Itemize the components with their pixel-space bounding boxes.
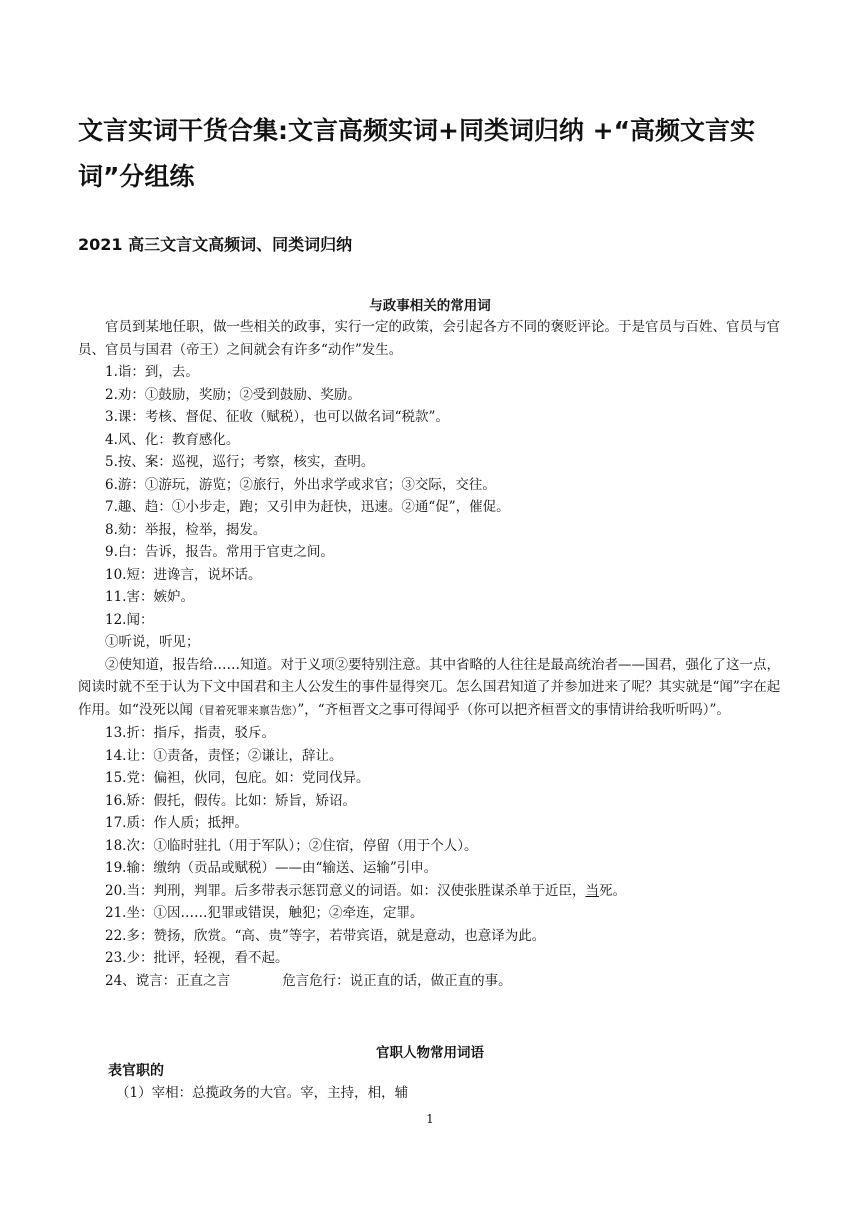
sub-heading: 表官职的 xyxy=(108,1063,164,1079)
list-item: 4.风、化：教育感化。 xyxy=(105,431,240,448)
section-body-politics xyxy=(78,316,784,992)
list-item: 11.害：嫉妒。 xyxy=(105,589,194,605)
list-item-24 xyxy=(78,970,784,993)
list-item: 1.诣：到，去。 xyxy=(105,364,199,380)
intro-paragraph: 官员到某地任职，做一些相关的政事，实行一定的政策，会引起各方不同的褒贬评论。于是官员与百姓、官员与官员、官员与国君（帝王）之间就会有许多“动作”发生。 xyxy=(78,319,780,358)
inline-note: （冒着死罪来禀告您） xyxy=(192,703,298,717)
list-item: 12.闻： xyxy=(105,611,154,628)
section-heading-officials: 官职人物常用词语 xyxy=(376,1045,484,1061)
item-text: 24、谠言：正直之言 xyxy=(105,972,231,989)
page-number: 1 xyxy=(426,1112,434,1126)
list-item: 16.矫：假托，假传。比如：矫旨，矫诏。 xyxy=(105,792,356,809)
item-text: 危言危行：说正直的话，做正直的事。 xyxy=(282,972,512,989)
list-item: 15.党：偏袒，伙同，包庇。如：党同伐异。 xyxy=(105,770,370,786)
document-subtitle: 2021 高三文言文高频词、同类词归纳 xyxy=(78,235,353,254)
section-body-officials xyxy=(78,1082,784,1105)
list-item: （1）宰相：总揽政务的大官。宰，主持，相，辅 xyxy=(116,1085,409,1101)
list-item: 7.趣、趋：①小步走，跑；又引申为赶快，迅速。②通“促”，催促。 xyxy=(105,499,510,515)
paragraph-text: ②使知道，报告给……知道。对于义项②要特别注意。其中省略的人往往是最高统治者——国君，强化了这一点，阅读时就不至于认为下文中国君和主人公发生的事件显得突兀。怎么国君知道了并参加进来了呢？其实就是“闻”字在起作用。如“没死以闻 xyxy=(78,656,781,718)
list-item: 13.折：指斥，指责，驳斥。 xyxy=(105,725,275,741)
list-item-20 xyxy=(78,880,784,903)
list-item: 5.按、案：巡视，巡行；考察，核实，查明。 xyxy=(105,454,375,470)
underlined-word: 当 xyxy=(585,882,599,899)
paragraph-text: ”，“齐桓晋文之事可得闻乎（你可以把齐桓晋文的事情讲给我听听吗）”。 xyxy=(297,701,730,718)
list-item: 6.游：①游玩，游览；②旅行，外出求学或求官；③交际，交往。 xyxy=(105,476,496,493)
item-text: 死。 xyxy=(598,882,626,899)
document-title: 文言实词干货合集:文言高频实词+同类词归纳 +“高频文言实词”分组练 xyxy=(78,116,756,191)
list-item: 2.劝：①鼓励，奖励；②受到鼓励、奖励。 xyxy=(105,386,361,403)
list-item: 21.坐：①因……犯罪或错误，触犯；②牵连，定罪。 xyxy=(105,905,424,921)
list-item: 22.多：赞扬，欣赏。“高、贵”等字，若带宾语，就是意动，也意译为此。 xyxy=(105,927,546,944)
list-item: 9.白：告诉，报告。常用于官吏之间。 xyxy=(105,544,334,560)
list-item: 17.质：作人质；抵押。 xyxy=(105,815,248,831)
list-item: 10.短：进谗言，说坏话。 xyxy=(105,566,262,583)
list-item: 19.输：缴纳（贡品或赋税）——由“输送、运输”引申。 xyxy=(105,860,438,876)
section-heading-politics: 与政事相关的常用词 xyxy=(369,298,491,314)
list-item: 23.少：批评，轻视，看不起。 xyxy=(105,950,289,966)
list-item: 8.劾：举报，检举，揭发。 xyxy=(105,521,267,538)
list-item: 14.让：①责备，责怪；②谦让，辞让。 xyxy=(105,747,343,764)
list-item: 18.次：①临时驻扎（用于军队）；②住宿，停留（用于个人）。 xyxy=(105,837,478,854)
list-item: 3.课：考核、督促、征收（赋税），也可以做名词“税款”。 xyxy=(105,409,449,425)
item-text: 20.当：判刑，判罪。后多带表示惩罚意义的词语。如：汉使张胜谋杀单于近臣， xyxy=(105,882,586,899)
paragraph-item-12 xyxy=(78,654,784,723)
list-item: ①听说，听见； xyxy=(105,634,200,650)
